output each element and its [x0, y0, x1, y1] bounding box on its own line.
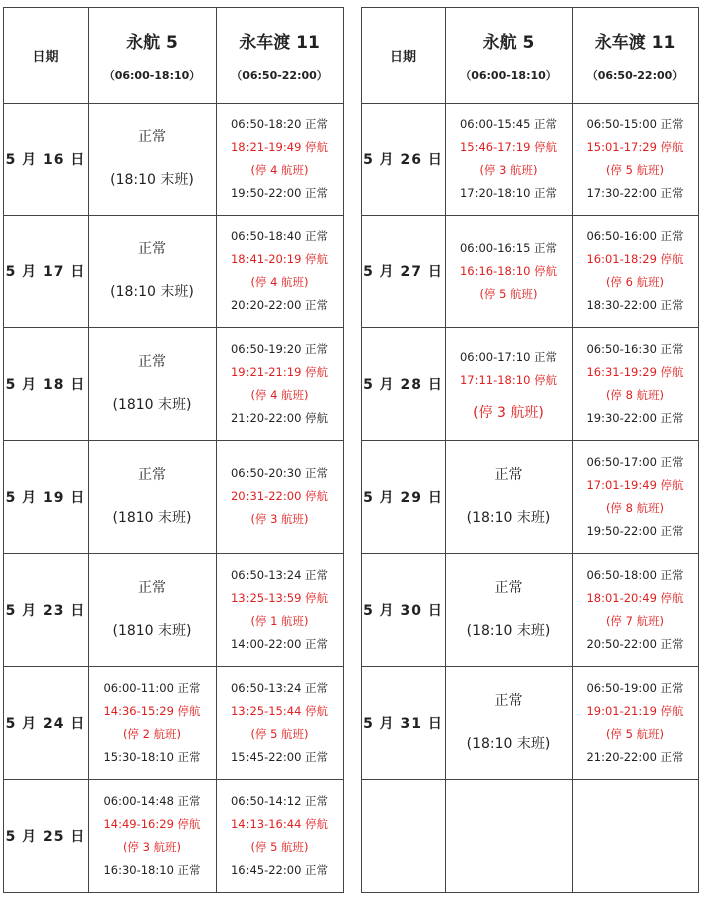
schedule-line: 18:41-20:19 停航: [230, 252, 329, 266]
right-ferry2-cell: [572, 553, 698, 666]
date-label: 5 月 26 日: [363, 152, 443, 168]
date-label: 5 月 29 日: [363, 489, 443, 506]
schedule-line: 06:50-13:24 正常: [230, 567, 329, 582]
left-ferry1-cell: [88, 215, 216, 327]
header-ferry2-name: 永车渡 11: [594, 32, 676, 53]
status-normal: 正常: [494, 692, 523, 709]
grid-hline: [361, 892, 699, 893]
schedule-line: (停 3 航班): [250, 512, 309, 526]
schedule-line: 15:30-18:10 正常: [103, 749, 201, 764]
status-normal: 正常: [138, 241, 166, 257]
schedule-line: 17:11-18:10 停航: [459, 372, 558, 387]
date-label: 5 月 30 日: [363, 602, 443, 619]
right-date-cell: [361, 327, 445, 440]
left-ferry2-cell: [216, 103, 343, 215]
status-normal: 正常: [494, 466, 523, 483]
schedule-line: 19:01-21:19 停航: [586, 703, 684, 718]
grid-hline: [361, 779, 699, 780]
schedule-line: 19:21-21:19 停航: [230, 364, 329, 379]
date-label: 5 月 25 日: [5, 828, 86, 845]
right-ferry2-cell: [572, 666, 698, 779]
schedule-line: 20:50-22:00 正常: [586, 636, 684, 651]
schedule-line: (停 8 航班): [605, 500, 665, 515]
schedule-line: 06:50-16:30 正常: [586, 341, 684, 356]
left-ferry2-cell: [216, 666, 343, 779]
right-date-cell: [361, 215, 445, 327]
schedule-line: 06:50-17:00 正常: [586, 454, 684, 469]
left-ferry1-cell: [88, 779, 216, 892]
date-label: 5 月 16 日: [5, 152, 86, 168]
schedule-line: (停 5 航班): [605, 726, 665, 741]
left-ferry1-cell: [88, 553, 216, 666]
schedule-line: 20:31-22:00 停航: [230, 489, 329, 503]
schedule-line: 15:45-22:00 正常: [230, 749, 329, 764]
right-date-cell: [361, 666, 445, 779]
schedule-line: (停 5 航班): [250, 839, 309, 854]
date-label: 5 月 19 日: [5, 489, 86, 506]
schedule-line: 06:00-16:15 正常: [459, 240, 558, 255]
schedule-line: (停 5 航班): [605, 163, 665, 177]
header-ferry1-hours: （06:00-18:10）: [103, 68, 201, 82]
schedule-line: 21:20-22:00 正常: [586, 749, 684, 764]
schedule-line: 06:50-18:00 正常: [586, 567, 684, 582]
grid-vline: [698, 7, 699, 893]
last-sailing-note: (18:10 末班): [110, 172, 194, 188]
schedule-line: (停 3 航班): [479, 163, 538, 177]
last-sailing-note: (18:10 末班): [466, 509, 551, 526]
schedule-line: (停 4 航班): [250, 163, 309, 177]
right-ferry1-cell: [445, 215, 572, 327]
last-sailing-note: (1810 末班): [112, 509, 192, 526]
right-header-ferry1: [445, 7, 572, 103]
right-ferry1-cell: [445, 327, 572, 440]
right-date-cell: [361, 553, 445, 666]
status-normal: 正常: [138, 466, 166, 483]
schedule-line: 06:50-20:30 正常: [230, 466, 329, 480]
left-ferry1-cell: [88, 666, 216, 779]
left-date-cell: [3, 553, 88, 666]
header-date-label: 日期: [32, 49, 59, 65]
status-normal: 正常: [138, 579, 166, 596]
date-label: 5 月 18 日: [5, 376, 86, 393]
header-ferry2-hours: （06:50-22:00）: [586, 68, 684, 82]
schedule-line: 19:30-22:00 正常: [586, 410, 684, 425]
left-date-cell: [3, 215, 88, 327]
status-normal: 正常: [138, 129, 166, 145]
left-ferry2-cell: [216, 553, 343, 666]
left-header-date: [3, 7, 88, 103]
schedule-line: 06:50-19:20 正常: [230, 341, 329, 356]
suspended-count: (停 3 航班): [473, 404, 544, 421]
grid-vline: [343, 7, 344, 893]
schedule-line: 16:45-22:00 正常: [230, 862, 329, 877]
date-label: 5 月 27 日: [363, 264, 443, 280]
header-ferry1-hours: （06:00-18:10）: [460, 68, 557, 82]
schedule-line: 06:50-19:00 正常: [586, 680, 684, 695]
left-ferry1-cell: [88, 440, 216, 553]
left-ferry1-cell: [88, 103, 216, 215]
schedule-line: (停 3 航班): [122, 839, 182, 854]
schedule-line: 18:30-22:00 正常: [586, 298, 684, 312]
schedule-line: 14:36-15:29 停航: [103, 703, 201, 718]
schedule-line: 15:46-17:19 停航: [459, 140, 558, 154]
schedule-line: 15:01-17:29 停航: [586, 140, 684, 154]
schedule-line: 06:00-14:48 正常: [103, 793, 201, 808]
left-date-cell: [3, 327, 88, 440]
left-ferry2-cell: [216, 779, 343, 892]
schedule-line: 06:50-16:00 正常: [586, 229, 684, 243]
left-date-cell: [3, 666, 88, 779]
last-sailing-note: (1810 末班): [112, 622, 192, 639]
date-label: 5 月 28 日: [363, 376, 443, 393]
status-normal: 正常: [494, 579, 523, 596]
right-ferry1-cell: [445, 103, 572, 215]
header-ferry2-name: 永车渡 11: [239, 32, 320, 53]
schedule-line: 14:00-22:00 正常: [230, 636, 329, 651]
schedule-line: 06:50-18:40 正常: [230, 229, 329, 243]
schedule-line: 14:13-16:44 停航: [230, 816, 329, 831]
schedule-line: 21:20-22:00 停航: [230, 410, 329, 425]
right-ferry1-cell: [445, 666, 572, 779]
header-date-label: 日期: [389, 49, 416, 65]
header-ferry1-name: 永航 5: [126, 32, 178, 53]
right-ferry1-cell: [445, 440, 572, 553]
schedule-line: (停 4 航班): [250, 387, 309, 402]
schedule-line: 16:16-18:10 停航: [459, 263, 558, 278]
left-date-cell: [3, 103, 88, 215]
right-ferry2-cell: [572, 215, 698, 327]
last-sailing-note: (18:10 末班): [466, 622, 551, 639]
right-date-cell: [361, 103, 445, 215]
schedule-line: 19:50-22:00 正常: [230, 186, 329, 200]
schedule-line: 18:01-20:49 停航: [586, 590, 684, 605]
schedule-line: 14:49-16:29 停航: [103, 816, 201, 831]
schedule-line: (停 5 航班): [250, 726, 309, 741]
schedule-line: 06:00-11:00 正常: [103, 680, 201, 695]
left-date-cell: [3, 440, 88, 553]
schedule-line: 16:31-19:29 停航: [586, 364, 684, 379]
schedule-line: 06:50-18:20 正常: [230, 117, 329, 131]
status-normal: 正常: [138, 353, 166, 370]
right-ferry2-cell: [572, 440, 698, 553]
left-date-cell: [3, 779, 88, 892]
last-sailing-note: (18:10 末班): [110, 284, 194, 300]
schedule-line: 13:25-13:59 停航: [230, 590, 329, 605]
schedule-line: 06:00-17:10 正常: [459, 349, 558, 364]
last-sailing-note: (18:10 末班): [466, 735, 551, 752]
schedule-line: (停 5 航班): [479, 286, 538, 301]
schedule-line: 17:30-22:00 正常: [586, 186, 684, 200]
left-ferry2-cell: [216, 215, 343, 327]
schedule-line: 06:50-14:12 正常: [230, 793, 329, 808]
right-header-date: [361, 7, 445, 103]
date-label: 5 月 31 日: [363, 715, 443, 732]
schedule-line: 20:20-22:00 正常: [230, 298, 329, 312]
schedule-line: (停 2 航班): [122, 726, 182, 741]
grid-hline: [3, 892, 344, 893]
header-ferry1-name: 永航 5: [482, 32, 535, 53]
left-ferry2-cell: [216, 327, 343, 440]
schedule-line: (停 6 航班): [605, 275, 665, 289]
left-ferry2-cell: [216, 440, 343, 553]
right-date-cell: [361, 440, 445, 553]
date-label: 5 月 24 日: [5, 715, 86, 732]
schedule-line: 06:50-15:00 正常: [586, 117, 684, 131]
schedule-line: 06:50-13:24 正常: [230, 680, 329, 695]
last-sailing-note: (1810 末班): [112, 396, 192, 413]
date-label: 5 月 23 日: [5, 602, 86, 619]
schedule-line: (停 4 航班): [250, 275, 309, 289]
right-ferry2-cell: [572, 327, 698, 440]
header-ferry2-hours: （06:50-22:00）: [231, 68, 328, 82]
schedule-line: (停 8 航班): [605, 387, 665, 402]
right-ferry1-cell: [445, 553, 572, 666]
schedule-line: 16:30-18:10 正常: [103, 862, 201, 877]
schedule-line: 18:21-19:49 停航: [230, 140, 329, 154]
schedule-line: 17:20-18:10 正常: [459, 186, 558, 200]
schedule-line: 17:01-19:49 停航: [586, 477, 684, 492]
right-ferry2-cell: [572, 103, 698, 215]
schedule-line: 13:25-15:44 停航: [230, 703, 329, 718]
left-ferry1-cell: [88, 327, 216, 440]
left-header-ferry2: [216, 7, 343, 103]
schedule-line: 16:01-18:29 停航: [586, 252, 684, 266]
right-header-ferry2: [572, 7, 698, 103]
schedule-line: 19:50-22:00 正常: [586, 523, 684, 538]
schedule-line: 06:00-15:45 正常: [459, 117, 558, 131]
left-header-ferry1: [88, 7, 216, 103]
schedule-line: (停 1 航班): [250, 613, 309, 628]
date-label: 5 月 17 日: [5, 264, 86, 280]
schedule-line: (停 7 航班): [605, 613, 665, 628]
